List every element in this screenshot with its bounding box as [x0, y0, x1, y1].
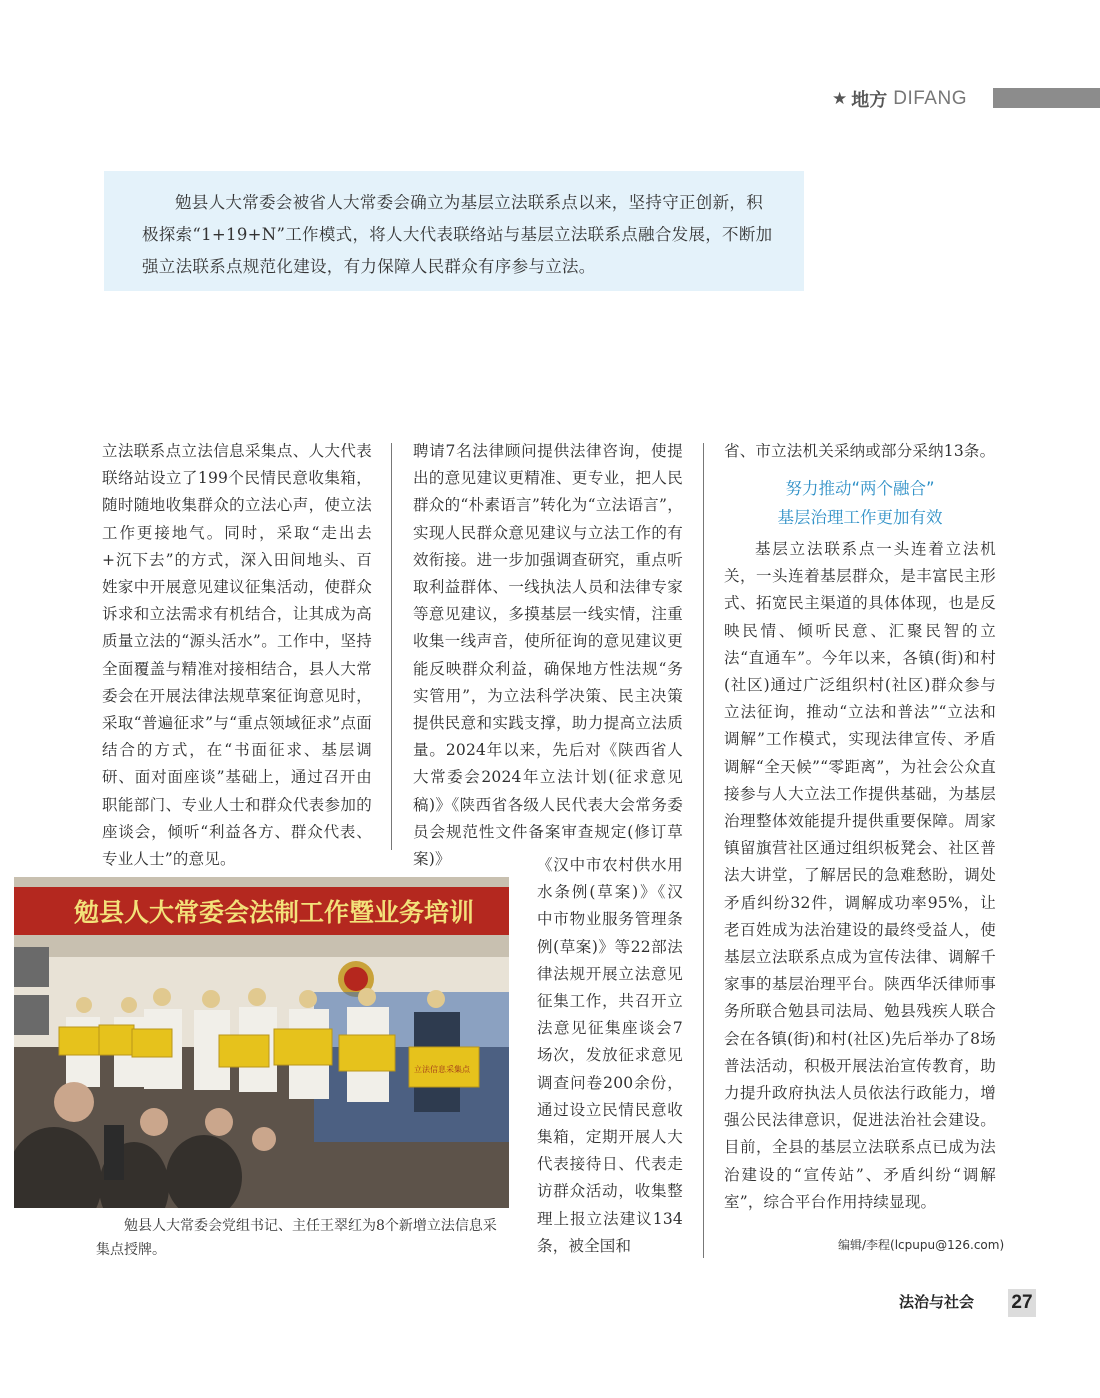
column-3-top-text: 省、市立法机关采纳或部分采纳13条。 [724, 442, 996, 460]
column-2-top-text: 聘请7名法律顾问提供法律咨询，使提出的意见建议更精准、更专业，把人民群众的“朴素语言”转化为“立法语言”，实现人民群众意见建议与立法工作的有效衔接。进一步加强调查研究，重点听取利益群体、一线执法人员和法律专家等意见建议，多摸基层一线实情，注重收集一线声音，使所征询的意见建议更能反映群众利益，确保地方性法规“务实管用”，为立法科学决策、民主决策提供民意和实践支撑，助力提高立法质量。2024年以来，先后对《陕西省人大常委会2024年立法计划(征求意见稿)》《陕西省各级人民代表大会常务委员会规范性文件备案审查规定(修订草案)》 [413, 442, 683, 869]
column-2-top [413, 438, 683, 873]
subheading-2: 基层治理工作更加有效 [777, 508, 943, 527]
magazine-name: 法治与社会 [899, 1293, 975, 1311]
column-2-bottom [537, 852, 683, 1260]
subheading-1: 努力推动“两个融合” [785, 479, 935, 498]
photo-caption-text: 勉县人大常委会党组书记、主任王翠红为8个新增立法信息采集点授牌。 [96, 1218, 497, 1258]
column-divider-1 [391, 443, 392, 850]
photo-plaque-text: 立法信息采集点 [414, 1065, 470, 1074]
column-3-body-text: 基层立法联系点一头连着立法机关，一头连着基层群众，是丰富民主形式、拓宽民主渠道的具体体现，也是反映民情、倾听民意、汇聚民智的立法“直通车”。今年以来，各镇(街)和村(社区)通过广泛组织村(社区)群众参与立法征询，推动“立法和普法”“立法和调解”工作模式，实现法律宣传、矛盾调解“全天候”“零距离”，为社会公众直接参与人大立法工作提供基础，为基层治理整体效能提升提供重要保障。周家镇留旗营社区通过组织板凳会、社区普法大讲堂，了解居民的急难愁盼，调处矛盾纠纷32件，调解成功率95%，让老百姓成为法治建设的最终受益人，使基层立法联系点成为宣传法律、调解千家事的基层治理平台。陕西华沃律师事务所联合勉县司法局、勉县残疾人联合会在各镇(街)和村(社区)先后举办了8场普法活动，积极开展法治宣传教育，助力提升政府执法人员依法行政能力，增强公民法律意识，促进法治社会建设。目前，全县的基层立法联系点已成为法治建设的“宣传站”、矛盾纠纷“调解室”，综合平台作用持续显现。 [724, 540, 996, 1211]
section-name-cn: 地方 [851, 90, 888, 111]
editor-credit: 编辑/李程(lcpupu@126.com) [838, 1238, 1005, 1252]
star-icon: ★ [832, 89, 848, 109]
section-tag [832, 86, 967, 112]
section-bar [993, 88, 1100, 108]
column-2-bottom-text: 《汉中市农村供水用水条例(草案)》《汉中市物业服务管理条例(草案)》等22部法律法规开展立法意见征集工作，共召开立法意见征集座谈会7场次，发放征求意见调查问卷200余份，通过设立民情民意收集箱，定期开展人大代表接待日、代表走访群众活动，收集整理上报立法建议134条，被全国和 [537, 856, 683, 1255]
column-3-top [724, 438, 996, 465]
section-name-en: DIFANG [893, 88, 967, 109]
lead-text: 勉县人大常委会被省人大常委会确立为基层立法联系点以来，坚持守正创新，积极探索“1+19+N”工作模式，将人大代表联络站与基层立法联系点融合发展，不断加强立法联系点规范化建设，有力保障人民群众有序参与立法。 [142, 193, 773, 276]
photo-caption [96, 1214, 506, 1262]
page-number: 27 [1008, 1289, 1036, 1317]
column-1-text: 立法联系点立法信息采集点、人大代表联络站设立了199个民情民意收集箱，随时随地收集群众的立法心声，使立法工作更接地气。同时，采取“走出去+沉下去”的方式，深入田间地头、百姓家中开展意见建议征集活动，使群众诉求和立法需求有机结合，让其成为高质量立法的“源头活水”。工作中，坚持全面覆盖与精准对接相结合，县人大常委会在开展法律法规草案征询意见时，采取“普遍征求”与“重点领域征求”点面结合的方式，在“书面征求、基层调研、面对面座谈”基础上，通过召开由职能部门、专业人士和群众代表参加的座谈会，倾听“利益各方、群众代表、专业人士”的意见。 [102, 442, 372, 869]
lead-box [104, 171, 804, 291]
column-divider-2 [703, 443, 704, 1258]
photo-banner-text: 勉县人大常委会法制工作暨业务培训 [74, 898, 475, 927]
event-photo-illustration [14, 877, 509, 1208]
column-1 [102, 438, 372, 873]
event-photo [14, 877, 509, 1208]
column-3-body [724, 536, 996, 1216]
